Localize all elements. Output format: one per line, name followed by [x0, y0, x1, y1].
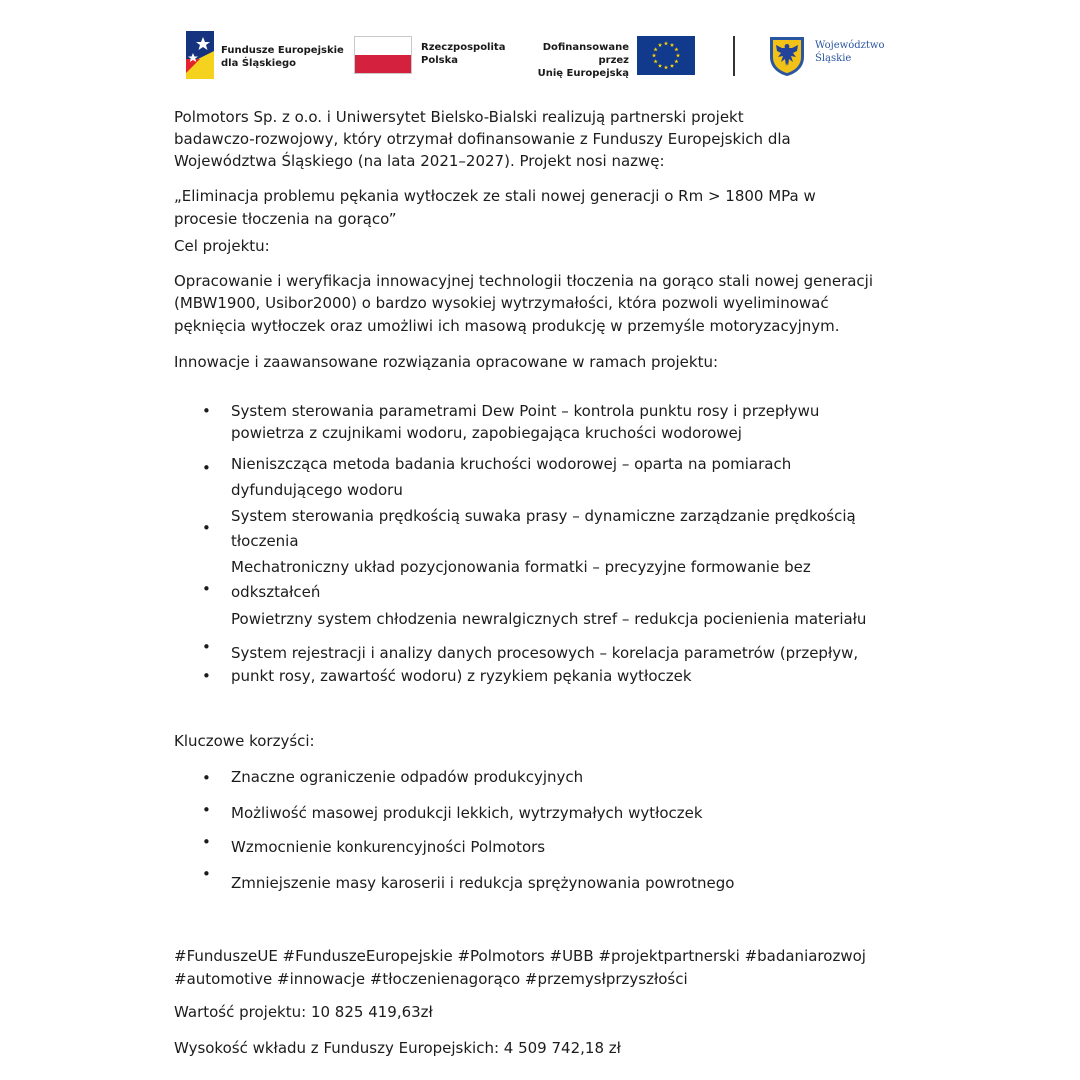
eu-contribution-value: Wysokość wkładu z Funduszy Europejskich: 4 509 742,18 zł	[174, 1039, 621, 1057]
innovations-heading: Innowacje i zaawansowane rozwiązania opracowane w ramach projektu:	[174, 353, 719, 371]
innovation-line-3: Nieniszcząca metoda badania kruchości wodorowej – oparta na pomiarach	[231, 455, 792, 473]
innovation-line-11: punkt rosy, zawartość wodoru) z ryzykiem pękania wytłoczek	[231, 667, 692, 685]
innovation-bullet: •	[202, 459, 211, 477]
rzeczpospolita-polska-logo	[354, 36, 514, 78]
eu-flag-icon	[637, 36, 695, 75]
eu-logo-text-line2: Unię Europejską	[537, 68, 629, 79]
innovation-bullet: •	[202, 580, 211, 598]
innovation-line-10: System rejestracji i analizy danych procesowych – korelacja parametrów (przepływ,	[231, 644, 859, 662]
goal-heading: Cel projektu:	[174, 237, 270, 255]
benefit-bullet: •	[202, 769, 211, 787]
pl-logo-text-line2: Polska	[421, 55, 458, 66]
polish-flag-icon	[354, 36, 412, 74]
innovation-bullet: •	[202, 519, 211, 537]
logo-divider	[733, 36, 735, 76]
hashtags-line-2: #automotive #innowacje #tłoczenienagorąco #przemysłprzyszłości	[174, 970, 688, 988]
goal-line-1: Opracowanie i weryfikacja innowacyjnej technologii tłoczenia na gorąco stali nowej generacji	[174, 272, 874, 290]
innovation-line-5: System sterowania prędkością suwaka prasy – dynamiczne zarządzanie prędkością	[231, 507, 856, 525]
logo-bar	[0, 24, 1080, 84]
benefit-item-1: Znaczne ograniczenie odpadów produkcyjnych	[231, 768, 584, 786]
sl-logo-text-line2: Śląskie	[815, 53, 852, 64]
benefit-item-3: Wzmocnienie konkurencyjności Polmotors	[231, 838, 546, 856]
wojewodztwo-slaskie-logo	[767, 35, 897, 79]
intro-line-2: badawczo-rozwojowy, który otrzymał dofinansowanie z Funduszy Europejskich dla	[174, 130, 791, 148]
fe-logo-text-line1: Fundusze Europejskie	[221, 45, 344, 56]
pl-logo-text-line1: Rzeczpospolita	[421, 42, 506, 53]
project-value: Wartość projektu: 10 825 419,63zł	[174, 1003, 433, 1021]
innovation-line-2: powietrza z czujnikami wodoru, zapobiegająca kruchości wodorowej	[231, 424, 742, 442]
innovation-bullet: •	[202, 402, 211, 420]
benefits-heading: Kluczowe korzyści:	[174, 732, 315, 750]
eu-logo-text-line1: Dofinansowane przez	[542, 42, 629, 66]
hashtags-line-1: #FunduszeUE #FunduszeEuropejskie #Polmotors #UBB #projektpartnerski #badaniarozwoj	[174, 947, 866, 965]
intro-line-3: Województwa Śląskiego (na lata 2021–2027). Projekt nosi nazwę:	[174, 152, 665, 170]
project-title-line-1: „Eliminacja problemu pękania wytłoczek ze stali nowej generacji o Rm > 1800 MPa w	[174, 187, 816, 205]
goal-line-2: (MBW1900, Usibor2000) o bardzo wysokiej wytrzymałości, która pozwoli wyeliminować	[174, 294, 829, 312]
benefit-bullet: •	[202, 865, 211, 883]
fundusze-europejskie-logo	[184, 29, 344, 81]
innovation-line-9: Powietrzny system chłodzenia newralgicznych stref – redukcja pocienienia materiału	[231, 610, 867, 628]
benefit-bullet: •	[202, 833, 211, 851]
innovation-line-8: odkształceń	[231, 583, 321, 601]
sl-logo-text-line1: Województwo	[815, 40, 885, 51]
innovation-line-4: dyfundującego wodoru	[231, 481, 403, 499]
innovation-bullet: •	[202, 638, 211, 656]
eu-funding-logo	[515, 36, 700, 78]
benefit-bullet: •	[202, 801, 211, 819]
goal-line-3: pęknięcia wytłoczek oraz umożliwi ich masową produkcję w przemyśle motoryzacyjnym.	[174, 317, 840, 335]
innovation-line-1: System sterowania parametrami Dew Point – kontrola punktu rosy i przepływu	[231, 402, 820, 420]
benefit-item-2: Możliwość masowej produkcji lekkich, wytrzymałych wytłoczek	[231, 804, 703, 822]
fe-star-logo-icon	[184, 29, 216, 81]
fe-logo-text-line2: dla Śląskiego	[221, 58, 297, 69]
innovation-line-6: tłoczenia	[231, 532, 299, 550]
innovation-bullet: •	[202, 667, 211, 685]
project-title-line-2: procesie tłoczenia na gorąco”	[174, 210, 397, 228]
innovation-line-7: Mechatroniczny układ pozycjonowania formatki – precyzyjne formowanie bez	[231, 558, 811, 576]
intro-line-1: Polmotors Sp. z o.o. i Uniwersytet Bielsko-Bialski realizują partnerski projekt	[174, 108, 744, 126]
silesian-eagle-icon	[767, 35, 807, 77]
benefit-item-4: Zmniejszenie masy karoserii i redukcja sprężynowania powrotnego	[231, 874, 735, 892]
